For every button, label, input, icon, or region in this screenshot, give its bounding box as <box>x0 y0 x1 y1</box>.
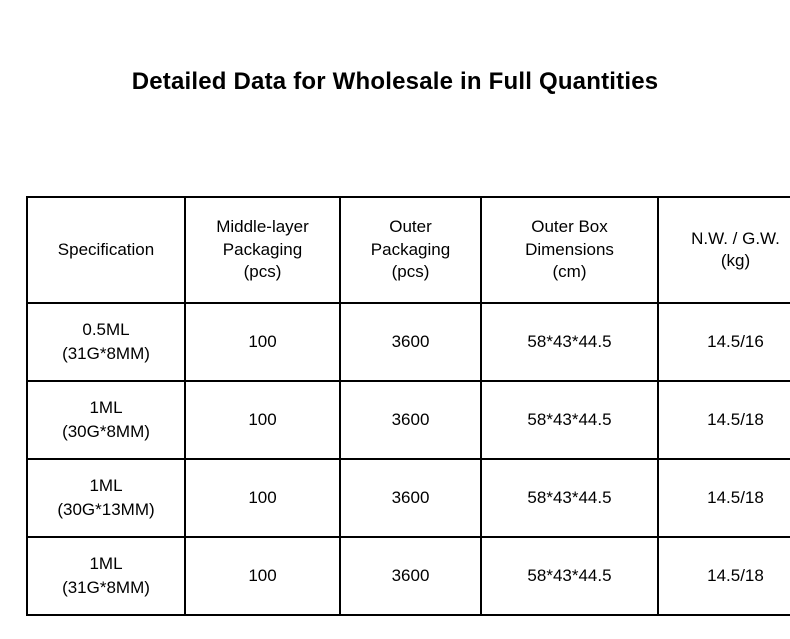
spec-volume: 1ML <box>89 476 123 496</box>
spec-volume: 0.5ML <box>82 320 130 340</box>
column-header-middle-layer-packaging <box>185 197 340 303</box>
header-line: (pcs) <box>391 262 430 282</box>
cell-specification <box>27 459 185 537</box>
spec-needle: (31G*8MM) <box>62 343 150 363</box>
table-body <box>27 303 790 615</box>
cell-nw-gw: 14.5/18 <box>658 381 790 459</box>
cell-outer-box-dimensions: 58*43*44.5 <box>481 303 658 381</box>
table-header <box>27 197 790 303</box>
cell-outer-box-dimensions: 58*43*44.5 <box>481 459 658 537</box>
header-line: Packaging <box>370 239 451 259</box>
page-title: Detailed Data for Wholesale in Full Quantities <box>131 68 659 95</box>
cell-nw-gw: 14.5/18 <box>658 537 790 615</box>
column-header-specification <box>27 197 185 303</box>
spec-needle: (30G*13MM) <box>57 499 155 519</box>
cell-specification <box>27 303 185 381</box>
header-line: Packaging <box>222 239 303 259</box>
header-line: Outer <box>389 217 432 237</box>
header-line: Outer Box <box>531 217 608 237</box>
header-line: (pcs) <box>243 262 282 282</box>
spec-volume: 1ML <box>89 554 123 574</box>
header-line: N.W. / G.W. <box>691 228 780 248</box>
cell-middle-packaging: 100 <box>185 381 340 459</box>
table-row <box>27 459 790 537</box>
cell-outer-packaging: 3600 <box>340 381 481 459</box>
cell-outer-packaging: 3600 <box>340 537 481 615</box>
cell-nw-gw: 14.5/16 <box>658 303 790 381</box>
spec-needle: (30G*8MM) <box>62 421 150 441</box>
cell-middle-packaging: 100 <box>185 303 340 381</box>
header-line: Dimensions <box>525 239 614 259</box>
wholesale-data-table <box>26 196 790 616</box>
cell-outer-box-dimensions: 58*43*44.5 <box>481 381 658 459</box>
cell-middle-packaging: 100 <box>185 459 340 537</box>
cell-middle-packaging: 100 <box>185 537 340 615</box>
header-line: (cm) <box>552 262 587 282</box>
column-header-outer-packaging <box>340 197 481 303</box>
cell-specification <box>27 537 185 615</box>
table-header-row <box>27 197 790 303</box>
table-row <box>27 381 790 459</box>
cell-nw-gw: 14.5/18 <box>658 459 790 537</box>
document-page <box>0 68 790 639</box>
cell-outer-box-dimensions: 58*43*44.5 <box>481 537 658 615</box>
header-line: Middle-layer <box>216 217 309 237</box>
cell-outer-packaging: 3600 <box>340 303 481 381</box>
spec-volume: 1ML <box>89 398 123 418</box>
table-row <box>27 537 790 615</box>
header-line: (kg) <box>720 251 751 270</box>
spec-table-container <box>26 196 780 616</box>
table-row <box>27 303 790 381</box>
column-header-nw-gw <box>658 197 790 303</box>
column-header-outer-box-dimensions <box>481 197 658 303</box>
cell-specification <box>27 381 185 459</box>
header-line: Specification <box>57 239 155 259</box>
spec-needle: (31G*8MM) <box>62 577 150 597</box>
cell-outer-packaging: 3600 <box>340 459 481 537</box>
